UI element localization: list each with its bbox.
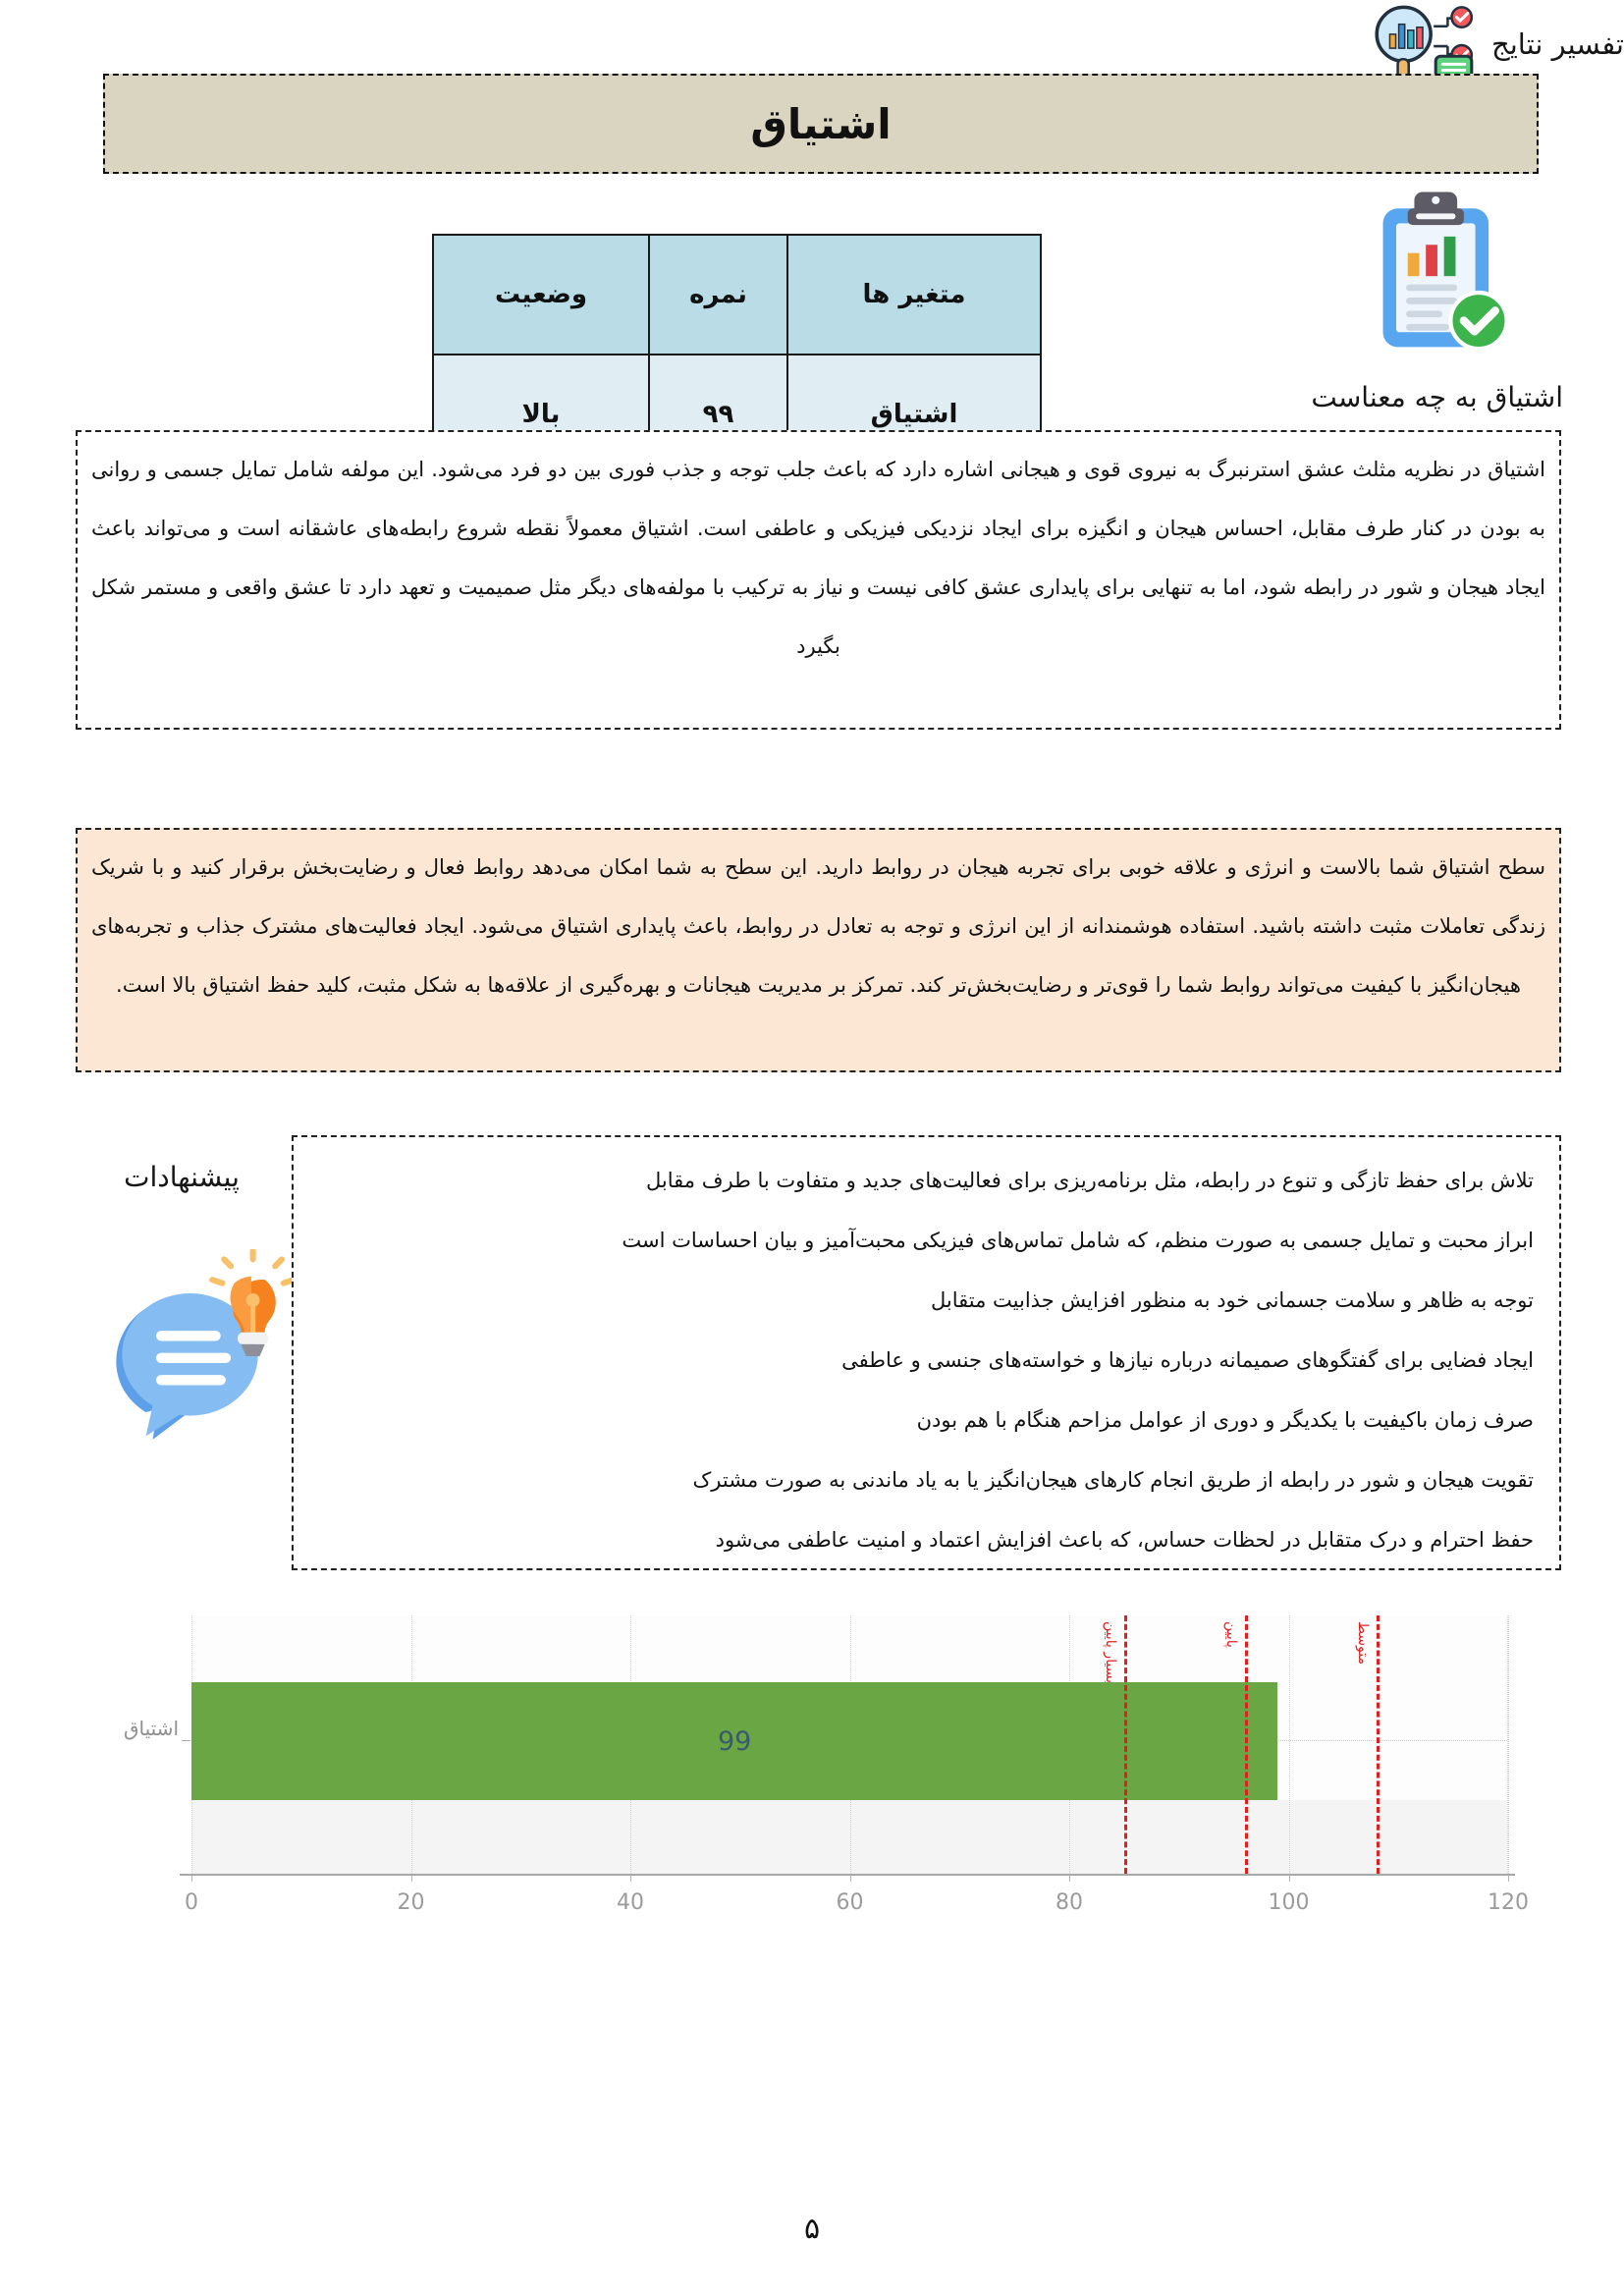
x-tick-label: 40 xyxy=(617,1890,644,1915)
clipboard-report-check-icon xyxy=(1360,189,1525,360)
x-tick-label: 60 xyxy=(836,1890,864,1915)
x-tick xyxy=(1289,1876,1290,1882)
header-score: نمره xyxy=(649,235,787,355)
suggestions-box xyxy=(292,1135,1561,1570)
x-tick xyxy=(191,1876,192,1882)
title-banner xyxy=(103,74,1539,174)
bar-value-label: 99 xyxy=(717,1725,752,1757)
x-tick xyxy=(1508,1876,1509,1882)
x-tick xyxy=(630,1876,631,1882)
list-item: صرف زمان باکیفیت با یکدیگر و دوری از عوامل مزاحم هنگام با هم بودن xyxy=(916,1408,1534,1432)
interpretation-section-heading: تفسیر نتایج xyxy=(1490,27,1624,61)
reference-line xyxy=(1124,1615,1127,1874)
page-title: اشتیاق xyxy=(750,99,892,148)
chat-lightbulb-icon xyxy=(101,1249,293,1470)
interpretation-box xyxy=(76,828,1561,1072)
category-label: اشتیاق xyxy=(124,1717,179,1740)
cell-score: ۹۹ xyxy=(649,355,787,474)
meaning-body: اشتیاق در نظریه مثلث عشق استرنبرگ به نیروی قوی و هیجانی اشاره دارد که باعث جلب توجه و جذب فوری بین دو فرد می‌شود. این مولفه شامل تمایل جسمی و روانی به بودن در کنار طرف مقابل، احساس هیجان و انگیزه برای ایجاد نزدیکی فیزیکی و عاطفی است. اشتیاق معمولاً نقطه شروع رابطه‌های عاشقانه است و می‌تواند باعث ایجاد هیجان و شور در رابطه شود، اما به تنهایی برای پایداری عشق کافی نیست و نیاز به ترکیب با مولفه‌های دیگر مثل صمیمیت و تعهد دارد تا عشق واقعی و مستمر شکل بگیرد xyxy=(91,458,1545,658)
magnifier-chart-svg xyxy=(1364,0,1482,84)
meaning-section-heading: اشتیاق به چه معناست xyxy=(1311,381,1563,413)
reference-line-label: بسیار پایین xyxy=(1102,1621,1118,1684)
x-tick xyxy=(1069,1876,1070,1882)
cell-variable: اشتیاق xyxy=(787,355,1041,474)
chat-lightbulb-svg xyxy=(101,1249,293,1470)
header-variable: متغیر ها xyxy=(787,235,1041,355)
list-item: تقویت هیجان و شور در رابطه از طریق انجام کارهای هیجان‌انگیز یا به یاد ماندنی به صورت مشترک xyxy=(692,1468,1534,1492)
gridline xyxy=(1289,1615,1290,1874)
meaning-box xyxy=(76,430,1561,730)
interpretation-body: سطح اشتیاق شما بالاست و انرژی و علاقه خوبی برای تجربه هیجان در روابط دارید. این سطح به شما امکان می‌دهد روابط فعال و رضایت‌بخش برقرار کنید و با شریک زندگی تعاملات مثبت داشته باشید. استفاده هوشمندانه از این انرژی و توجه به تعادل در روابط، باعث پایداری اشتیاق می‌شود. ایجاد فعالیت‌های مشترک جذاب و تجربه‌های هیجان‌انگیز با کیفیت می‌تواند روابط شما را قوی‌تر و رضایت‌بخش‌تر کند. تمرکز بر مدیریت هیجانات و بهره‌گیری از علاقه‌ها به شکل مثبت، کلید حفظ اشتیاق بالا است. xyxy=(91,855,1545,997)
bar-chart xyxy=(123,1601,1593,1925)
list-item: تلاش برای حفظ تازگی و تنوع در رابطه، مثل برنامه‌ریزی برای فعالیت‌های جدید و متفاوت با طرف مقابل xyxy=(646,1169,1534,1192)
x-tick-label: 0 xyxy=(185,1890,198,1915)
reference-line-label: پایین xyxy=(1222,1621,1239,1648)
x-tick-label: 120 xyxy=(1488,1890,1529,1915)
plot-area xyxy=(191,1615,1508,1874)
suggestions-section-heading: پیشنهادات xyxy=(124,1161,240,1193)
reference-line xyxy=(1377,1615,1380,1874)
gridline xyxy=(1508,1615,1509,1874)
x-tick-label: 100 xyxy=(1268,1890,1310,1915)
page-number: ۵ xyxy=(803,2212,821,2246)
list-item: حفظ احترام و درک متقابل در لحظات حساس، که باعث افزایش اعتماد و امنیت عاطفی می‌شود xyxy=(715,1528,1534,1552)
table-header-row xyxy=(433,235,1041,355)
x-tick-label: 80 xyxy=(1056,1890,1083,1915)
reference-line-label: متوسط xyxy=(1354,1621,1371,1665)
reference-line xyxy=(1245,1615,1248,1874)
x-tick xyxy=(850,1876,851,1882)
list-item: ابراز محبت و تمایل جسمی به صورت منظم، که شامل تماس‌های فیزیکی محبت‌آمیز و بیان احساسات است xyxy=(622,1229,1534,1252)
list-item: ایجاد فضایی برای گفتگوهای صمیمانه درباره نیازها و خواسته‌های جنسی و عاطفی xyxy=(841,1348,1534,1372)
category-tick xyxy=(182,1740,190,1741)
cell-status: بالا xyxy=(433,355,649,474)
header-status: وضعیت xyxy=(433,235,649,355)
x-axis xyxy=(180,1874,1515,1876)
x-tick-label: 20 xyxy=(397,1890,425,1915)
clipboard-report-check-svg xyxy=(1360,189,1525,360)
x-tick xyxy=(411,1876,412,1882)
list-item: توجه به ظاهر و سلامت جسمانی خود به منظور افزایش جذابیت متقابل xyxy=(931,1288,1534,1312)
score-bar xyxy=(191,1682,1277,1800)
